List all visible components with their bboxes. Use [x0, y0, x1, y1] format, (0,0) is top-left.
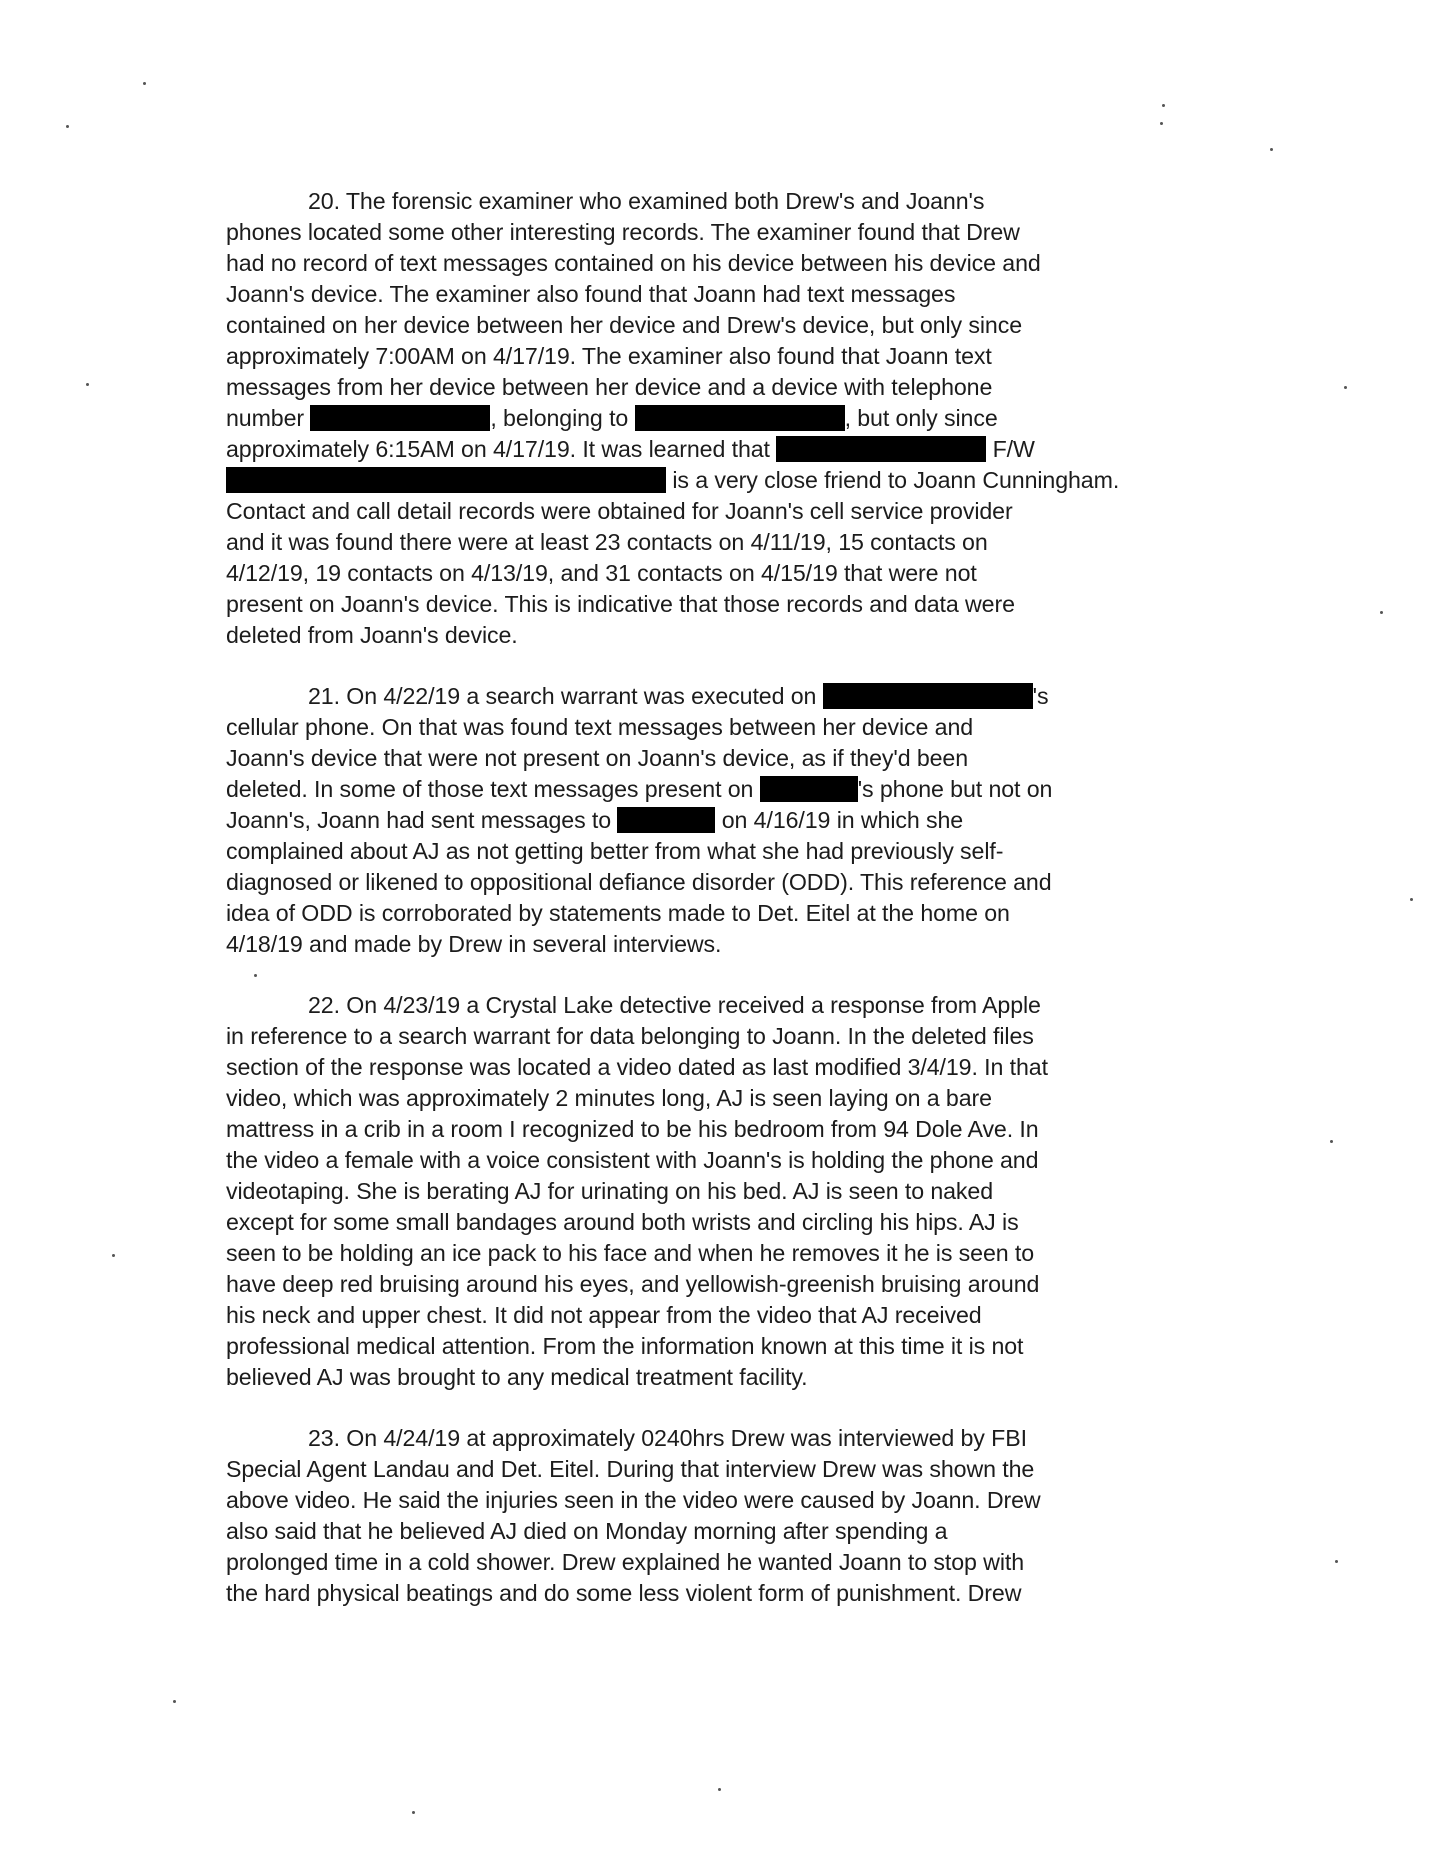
text-segment: Joann's device. The examiner also found that Joann had text messages: [226, 281, 956, 307]
redaction-bar: [617, 807, 715, 833]
text-segment: contained on her device between her device and Drew's device, but only since: [226, 312, 1022, 338]
text-line: [226, 186, 1206, 217]
text-segment: Joann's device that were not present on Joann's device, as if they'd been: [226, 745, 969, 771]
text-segment: diagnosed or likened to oppositional defiance disorder (ODD). This reference and: [226, 869, 1052, 895]
text-line: [226, 589, 1206, 620]
text-segment: except for some small bandages around both wrists and circling his hips. AJ is: [226, 1209, 1019, 1235]
text-line: [226, 1547, 1206, 1578]
text-line: [226, 1516, 1206, 1547]
paragraph-23: [226, 1423, 1206, 1609]
text-line: [226, 1485, 1206, 1516]
text-segment: phones located some other interesting records. The examiner found that Drew: [226, 219, 1020, 245]
text-segment: above video. He said the injuries seen in the video were caused by Joann. Drew: [226, 1487, 1041, 1513]
text-segment: complained about AJ as not getting better from what she had previously self-: [226, 838, 1004, 864]
text-line: [226, 990, 1206, 1021]
text-segment: mattress in a crib in a room I recognized to be his bedroom from 94 Dole Ave. In: [226, 1116, 1039, 1142]
text-line: [226, 1114, 1206, 1145]
scan-speck: [143, 82, 146, 85]
text-segment: also said that he believed AJ died on Monday morning after spending a: [226, 1518, 948, 1544]
text-segment: seen to be holding an ice pack to his face and when he removes it he is seen to: [226, 1240, 1035, 1266]
text-line: [226, 279, 1206, 310]
text-line: [226, 929, 1206, 960]
paragraph-20: [226, 186, 1206, 651]
text-line: [226, 712, 1206, 743]
text-line: [226, 1083, 1206, 1114]
text-segment: professional medical attention. From the information known at this time it is not: [226, 1333, 1024, 1359]
text-line: [226, 496, 1206, 527]
text-segment: , but only since: [844, 405, 998, 431]
text-line: [226, 217, 1206, 248]
text-line: [226, 403, 1206, 434]
text-segment: , belonging to: [490, 405, 635, 431]
text-line: [226, 805, 1206, 836]
redaction-bar: [226, 467, 666, 493]
text-segment: is a very close friend to Joann Cunningham.: [666, 467, 1120, 493]
text-segment: 4/12/19, 19 contacts on 4/13/19, and 31 contacts on 4/15/19 that were not: [226, 560, 977, 586]
text-line: [226, 743, 1206, 774]
scan-speck: [718, 1788, 721, 1791]
text-segment: Special Agent Landau and Det. Eitel. During that interview Drew was shown the: [226, 1456, 1035, 1482]
text-segment: 20. The forensic examiner who examined both Drew's and Joann's: [308, 188, 985, 214]
text-line: [226, 1362, 1206, 1393]
scan-speck: [1344, 386, 1347, 389]
text-segment: 23. On 4/24/19 at approximately 0240hrs Drew was interviewed by FBI: [308, 1425, 1027, 1451]
scan-speck: [1410, 898, 1413, 901]
text-line: [226, 774, 1206, 805]
scan-speck: [86, 383, 89, 386]
scan-speck: [1160, 122, 1163, 125]
text-segment: present on Joann's device. This is indicative that those records and data were: [226, 591, 1015, 617]
text-segment: 22. On 4/23/19 a Crystal Lake detective received a response from Apple: [308, 992, 1041, 1018]
text-line: [226, 1423, 1206, 1454]
scan-speck: [1330, 1140, 1333, 1143]
text-segment: 21. On 4/22/19 a search warrant was executed on: [308, 683, 823, 709]
scan-speck: [1380, 611, 1383, 614]
text-line: [226, 1269, 1206, 1300]
text-line: [226, 1021, 1206, 1052]
redaction-bar: [310, 405, 490, 431]
scan-speck: [1270, 148, 1273, 151]
redaction-bar: [776, 436, 986, 462]
text-segment: cellular phone. On that was found text messages between her device and: [226, 714, 974, 740]
text-line: [226, 1238, 1206, 1269]
text-segment: believed AJ was brought to any medical treatment facility.: [226, 1364, 808, 1390]
text-line: [226, 1578, 1206, 1609]
text-line: [226, 372, 1206, 403]
text-segment: idea of ODD is corroborated by statements made to Det. Eitel at the home on: [226, 900, 1010, 926]
text-line: [226, 1207, 1206, 1238]
text-line: [226, 527, 1206, 558]
document-body: [226, 186, 1206, 1639]
text-line: [226, 1300, 1206, 1331]
text-segment: video, which was approximately 2 minutes long, AJ is seen laying on a bare: [226, 1085, 992, 1111]
text-line: [226, 867, 1206, 898]
redaction-bar: [760, 776, 858, 802]
text-segment: deleted. In some of those text messages present on: [226, 776, 760, 802]
text-segment: deleted from Joann's device.: [226, 622, 518, 648]
text-segment: on 4/16/19 in which she: [715, 807, 964, 833]
text-segment: prolonged time in a cold shower. Drew explained he wanted Joann to stop with: [226, 1549, 1025, 1575]
text-line: [226, 1331, 1206, 1362]
text-line: [226, 434, 1206, 465]
text-segment: Contact and call detail records were obtained for Joann's cell service provider: [226, 498, 1013, 524]
text-segment: F/W: [986, 436, 1035, 462]
text-line: [226, 310, 1206, 341]
text-segment: number: [226, 405, 311, 431]
paragraph-22: [226, 990, 1206, 1393]
text-segment: the hard physical beatings and do some less violent form of punishment. Drew: [226, 1580, 1022, 1606]
redaction-bar: [635, 405, 845, 431]
text-segment: section of the response was located a video dated as last modified 3/4/19. In that: [226, 1054, 1048, 1080]
text-segment: his neck and upper chest. It did not appear from the video that AJ received: [226, 1302, 982, 1328]
text-segment: 's phone but not on: [857, 776, 1053, 802]
text-segment: 's: [1032, 683, 1049, 709]
text-segment: approximately 6:15AM on 4/17/19. It was learned that: [226, 436, 777, 462]
text-line: [226, 681, 1206, 712]
text-line: [226, 341, 1206, 372]
scan-speck: [173, 1700, 176, 1703]
text-line: [226, 558, 1206, 589]
text-line: [226, 248, 1206, 279]
text-segment: in reference to a search warrant for data belonging to Joann. In the deleted files: [226, 1023, 1034, 1049]
paragraph-21: [226, 681, 1206, 960]
text-segment: approximately 7:00AM on 4/17/19. The examiner also found that Joann text: [226, 343, 992, 369]
text-segment: 4/18/19 and made by Drew in several interviews.: [226, 931, 722, 957]
text-line: [226, 1176, 1206, 1207]
text-line: [226, 1052, 1206, 1083]
text-segment: Joann's, Joann had sent messages to: [226, 807, 618, 833]
redaction-bar: [823, 683, 1033, 709]
text-line: [226, 1454, 1206, 1485]
text-segment: messages from her device between her device and a device with telephone: [226, 374, 993, 400]
scan-speck: [412, 1811, 415, 1814]
scan-speck: [1335, 1560, 1338, 1563]
text-segment: and it was found there were at least 23 contacts on 4/11/19, 15 contacts on: [226, 529, 988, 555]
text-line: [226, 465, 1206, 496]
scan-speck: [66, 125, 69, 128]
text-segment: the video a female with a voice consistent with Joann's is holding the phone and: [226, 1147, 1039, 1173]
scan-speck: [1162, 104, 1165, 107]
text-segment: have deep red bruising around his eyes, and yellowish-greenish bruising around: [226, 1271, 1040, 1297]
text-line: [226, 898, 1206, 929]
text-segment: had no record of text messages contained on his device between his device and: [226, 250, 1041, 276]
text-line: [226, 620, 1206, 651]
text-line: [226, 836, 1206, 867]
text-segment: videotaping. She is berating AJ for urinating on his bed. AJ is seen to naked: [226, 1178, 994, 1204]
text-line: [226, 1145, 1206, 1176]
scan-speck: [112, 1254, 115, 1257]
